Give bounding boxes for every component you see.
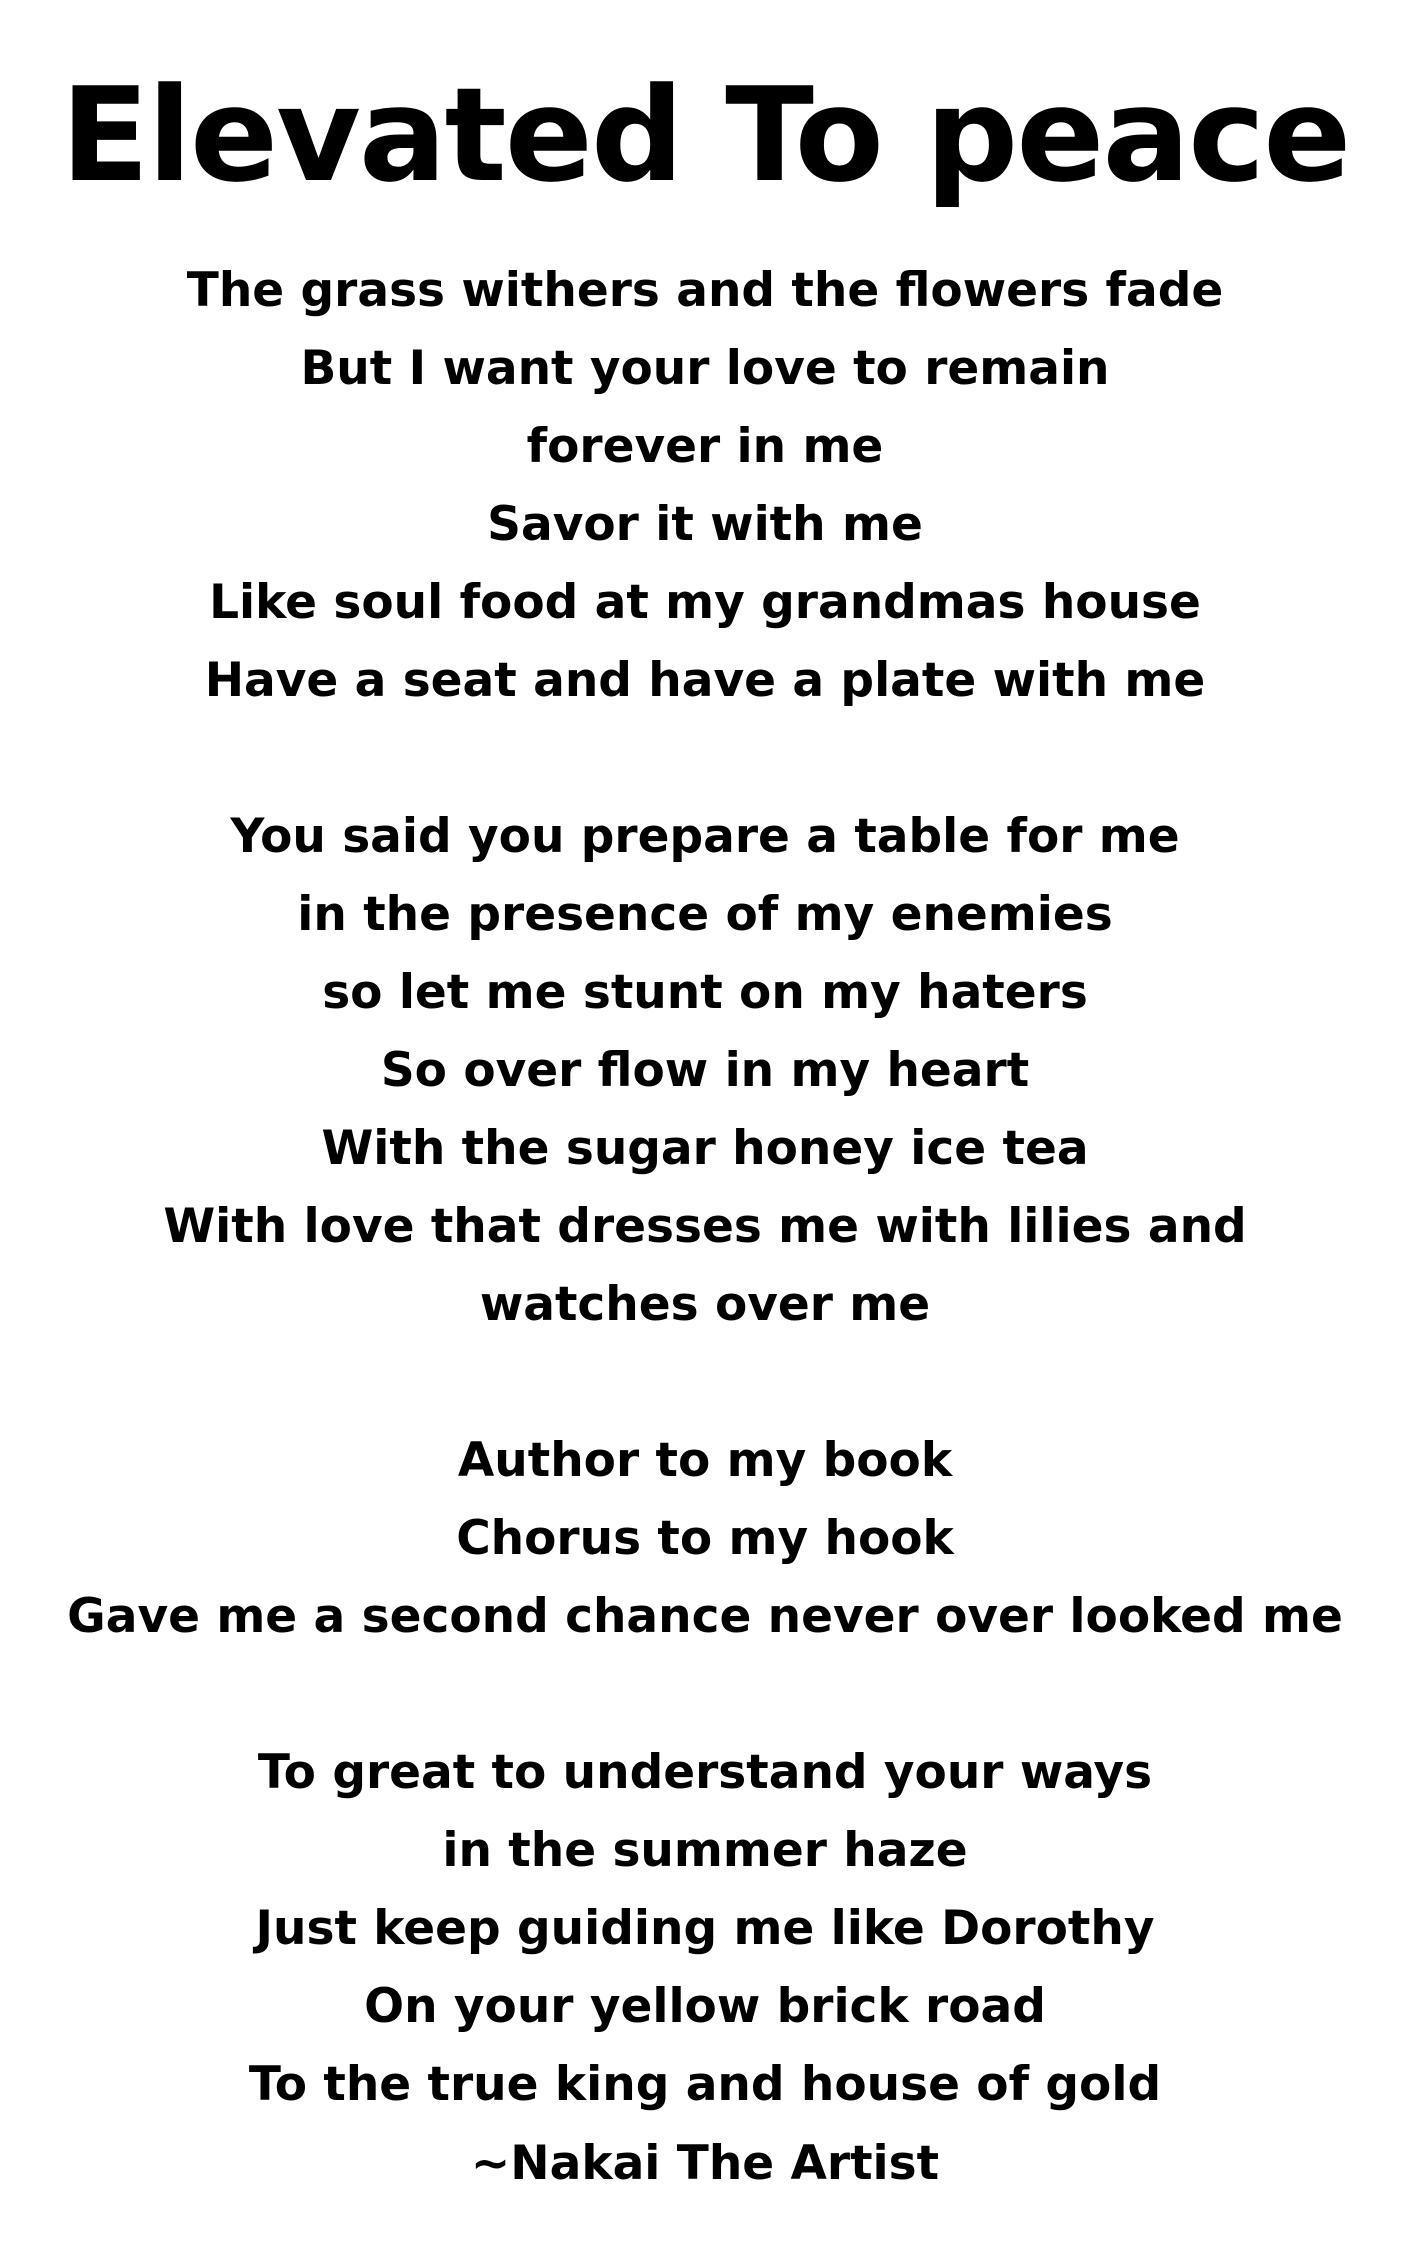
poem-line: With the sugar honey ice tea	[321, 1121, 1089, 1176]
poem-line: so let me stunt on my haters	[322, 965, 1088, 1020]
poem-line: You said you prepare a table for me	[230, 809, 1180, 864]
stanza-3	[0, 1422, 1410, 1656]
poem-line: To great to understand your ways	[257, 1745, 1153, 1800]
poem-line: Savor it with me	[487, 497, 923, 552]
poem-line: Gave me a second chance never over looked me	[67, 1589, 1343, 1644]
poem-line: Have a seat and have a plate with me	[204, 653, 1206, 708]
poem-line: So over flow in my heart	[380, 1043, 1030, 1098]
poem-line: The grass withers and the flowers fade	[186, 263, 1224, 318]
poem-line: Just keep guiding me like Dorothy	[255, 1901, 1155, 1956]
poem-line: in the summer haze	[442, 1823, 968, 1878]
poem-line: But I want your love to remain	[300, 341, 1110, 396]
stanza-2	[0, 798, 1410, 1344]
poem-line: On your yellow brick road	[364, 1979, 1046, 2034]
stanza-1	[0, 252, 1410, 720]
poem-line: forever in me	[526, 419, 884, 474]
poem-line: With love that dresses me with lilies and	[163, 1199, 1247, 1254]
poem-line: Like soul food at my grandmas house	[209, 575, 1201, 630]
poem-line: watches over me	[479, 1277, 931, 1332]
poem-line: in the presence of my enemies	[297, 887, 1113, 942]
poem-line: To the true king and house of gold	[248, 2057, 1162, 2112]
author-signature: ~Nakai The Artist	[470, 2136, 940, 2191]
poem-body	[0, 252, 1410, 2202]
poem-line: Author to my book	[457, 1433, 953, 1488]
stanza-4	[0, 1734, 1410, 2124]
poem-line: Chorus to my hook	[456, 1511, 954, 1566]
poem-title: Elevated To peace	[60, 59, 1350, 211]
